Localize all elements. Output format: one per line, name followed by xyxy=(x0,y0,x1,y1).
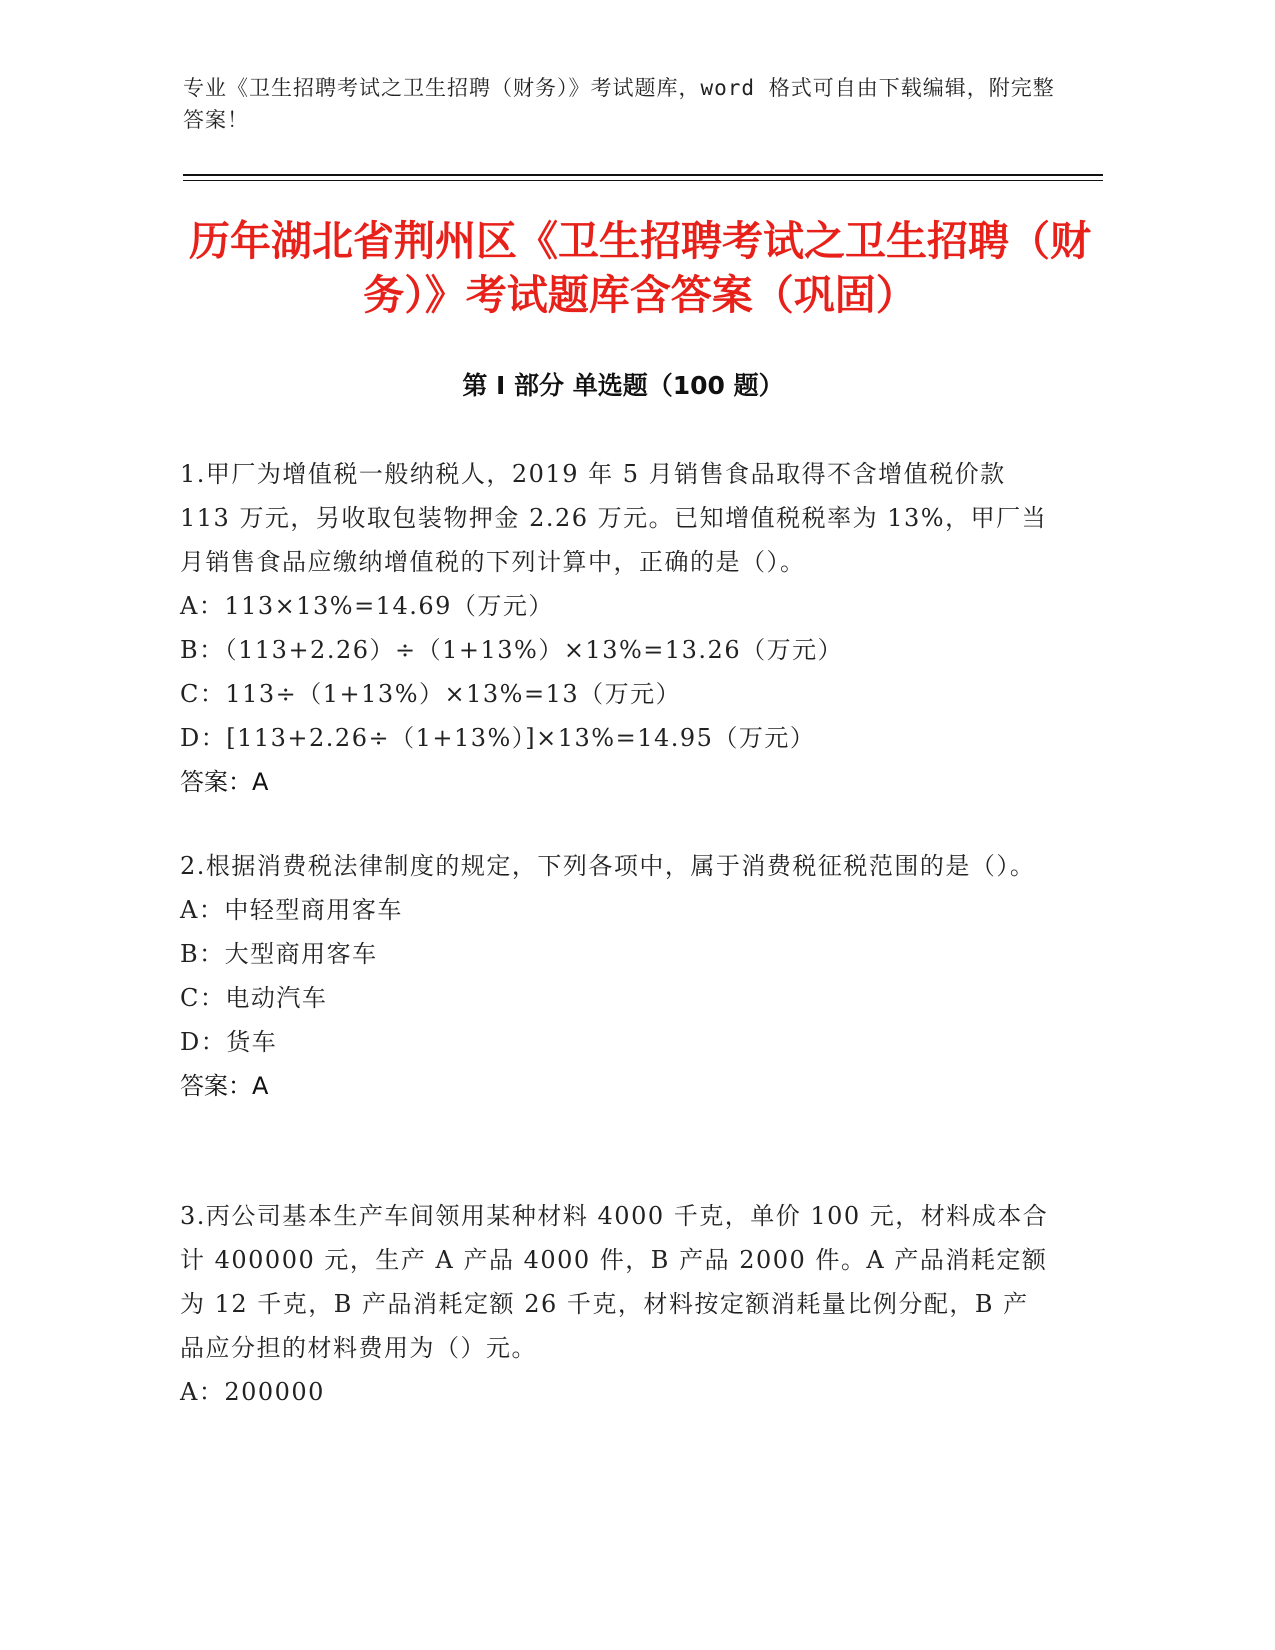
question-text: 2.根据消费税法律制度的规定，下列各项中，属于消费税征税范围的是（）。 xyxy=(180,852,1036,880)
option-a: A：200000 xyxy=(180,1378,325,1406)
option-b: B：（113+2.26）÷（1+13%）×13%=13.26（万元） xyxy=(180,636,844,664)
section-title: 第 I 部分 单选题（100 题） xyxy=(462,371,784,400)
document-title: 历年湖北省荆州区《卫生招聘考试之卫生招聘（财务）》考试题库含答案（巩固） xyxy=(189,217,1091,319)
answer: 答案：A xyxy=(180,768,269,796)
question-text: 3.丙公司基本生产车间领用某种材料 4000 千克，单价 100 元，材料成本合计 400000 元，生产 A 产品 4000 件，B 产品 2000 件。A 产品消耗定额为 12 千克，B 产品消耗定额 26 千克，材料按定额消耗量比例分配，B 产品应分担的材料费用为（）元。 xyxy=(180,1202,1049,1362)
header-note: 专业《卫生招聘考试之卫生招聘（财务）》考试题库，word 格式可自由下载编辑，附完整答案！ xyxy=(183,76,1055,132)
option-c: C：电动汽车 xyxy=(180,984,328,1012)
question-3 xyxy=(180,1194,1050,1414)
option-d: D：[113+2.26÷（1+13%）]×13%=14.95（万元） xyxy=(180,724,816,752)
header-rule-thin xyxy=(183,180,1103,181)
option-c: C：113÷（1+13%）×13%=13（万元） xyxy=(180,680,682,708)
option-b: B：大型商用客车 xyxy=(180,940,378,968)
option-a: A：中轻型商用客车 xyxy=(180,896,403,924)
option-a: A：113×13%=14.69（万元） xyxy=(180,592,554,620)
option-d: D：货车 xyxy=(180,1028,278,1056)
question-2 xyxy=(180,844,1050,1108)
question-1 xyxy=(180,452,1050,804)
answer: 答案：A xyxy=(180,1072,269,1100)
question-text: 1.甲厂为增值税一般纳税人，2019 年 5 月销售食品取得不含增值税价款 113 万元，另收取包装物押金 2.26 万元。已知增值税税率为 13%，甲厂当月销售食品应缴纳增值税的下列计算中，正确的是（）。 xyxy=(180,460,1048,576)
header-rule-thick xyxy=(183,174,1103,176)
